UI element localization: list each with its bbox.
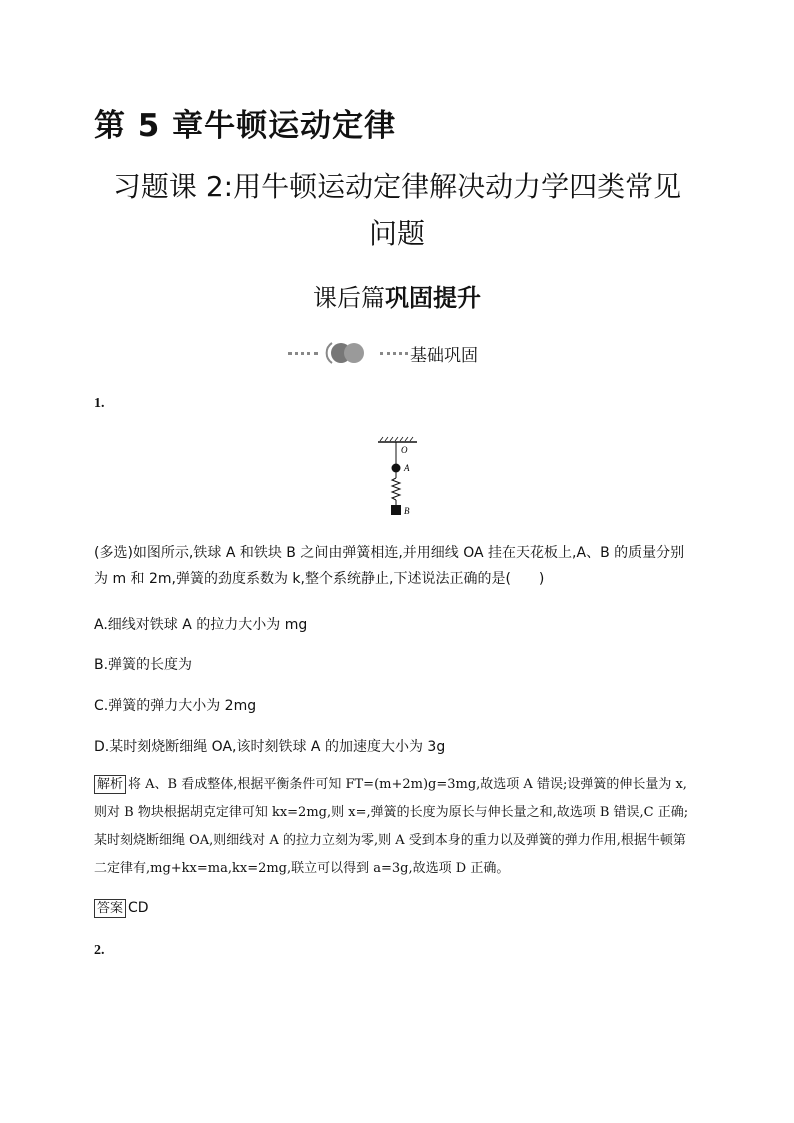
question-stem: (多选)如图所示,铁球 A 和铁块 B 之间由弹簧相连,并用细线 OA 挂在天花板上,A、B 的质量分别为 m 和 2m,弹簧的劲度系数为 k,整个系统静止,下述说法正确的是( )	[94, 545, 685, 587]
answer-block	[94, 899, 149, 918]
level-banner	[288, 340, 478, 366]
lesson-title: 习题课 2:用牛顿运动定律解决动力学四类常见问题	[112, 170, 682, 250]
two-circles-icon	[324, 340, 366, 366]
answer-text: CD	[128, 900, 149, 916]
label-a: A	[404, 463, 410, 473]
label-b: B	[404, 506, 410, 516]
spring-system-figure	[375, 436, 420, 518]
section-bold: 巩固提升	[385, 284, 481, 312]
answer-tag: 答案	[94, 899, 126, 918]
dotted-divider	[288, 352, 318, 355]
option-c: C.弹簧的弹力大小为 2mg	[94, 698, 257, 714]
label-o: O	[401, 445, 408, 455]
analysis-text: 将 A、B 看成整体,根据平衡条件可知 FT=(m+2m)g=3mg,故选项 A 错误;设弹簧的伸长量为 x,则对 B 物块根据胡克定律可知 kx=2mg,则 x=,弹簧的长度为原长与伸长量之和,故选项 B 错误,C 正确;某时刻烧断细绳 OA,则细线对 A 的拉力立刻为零,则 A 受到本身的重力以及弹簧的弹力作用,根据牛顿第二定律有,mg+kx=ma,kx=2mg,联立可以得到 a=3g,故选项 D 正确。	[94, 777, 689, 876]
analysis-tag: 解析	[94, 775, 126, 794]
dotted-divider	[380, 352, 408, 355]
analysis-block	[94, 771, 698, 883]
option-a: A.细线对铁球 A 的拉力大小为 mg	[94, 617, 308, 633]
option-d: D.某时刻烧断细绳 OA,该时刻铁球 A 的加速度大小为 3g	[94, 739, 446, 755]
option-b: B.弹簧的长度为	[94, 657, 193, 673]
section-title	[0, 278, 794, 313]
question-number: 2.	[94, 943, 105, 958]
section-prefix: 课后篇	[313, 284, 385, 312]
question-number: 1.	[94, 396, 105, 411]
chapter-title: 第 5 章牛顿运动定律	[94, 108, 397, 144]
level-label: 基础巩固	[410, 345, 478, 366]
